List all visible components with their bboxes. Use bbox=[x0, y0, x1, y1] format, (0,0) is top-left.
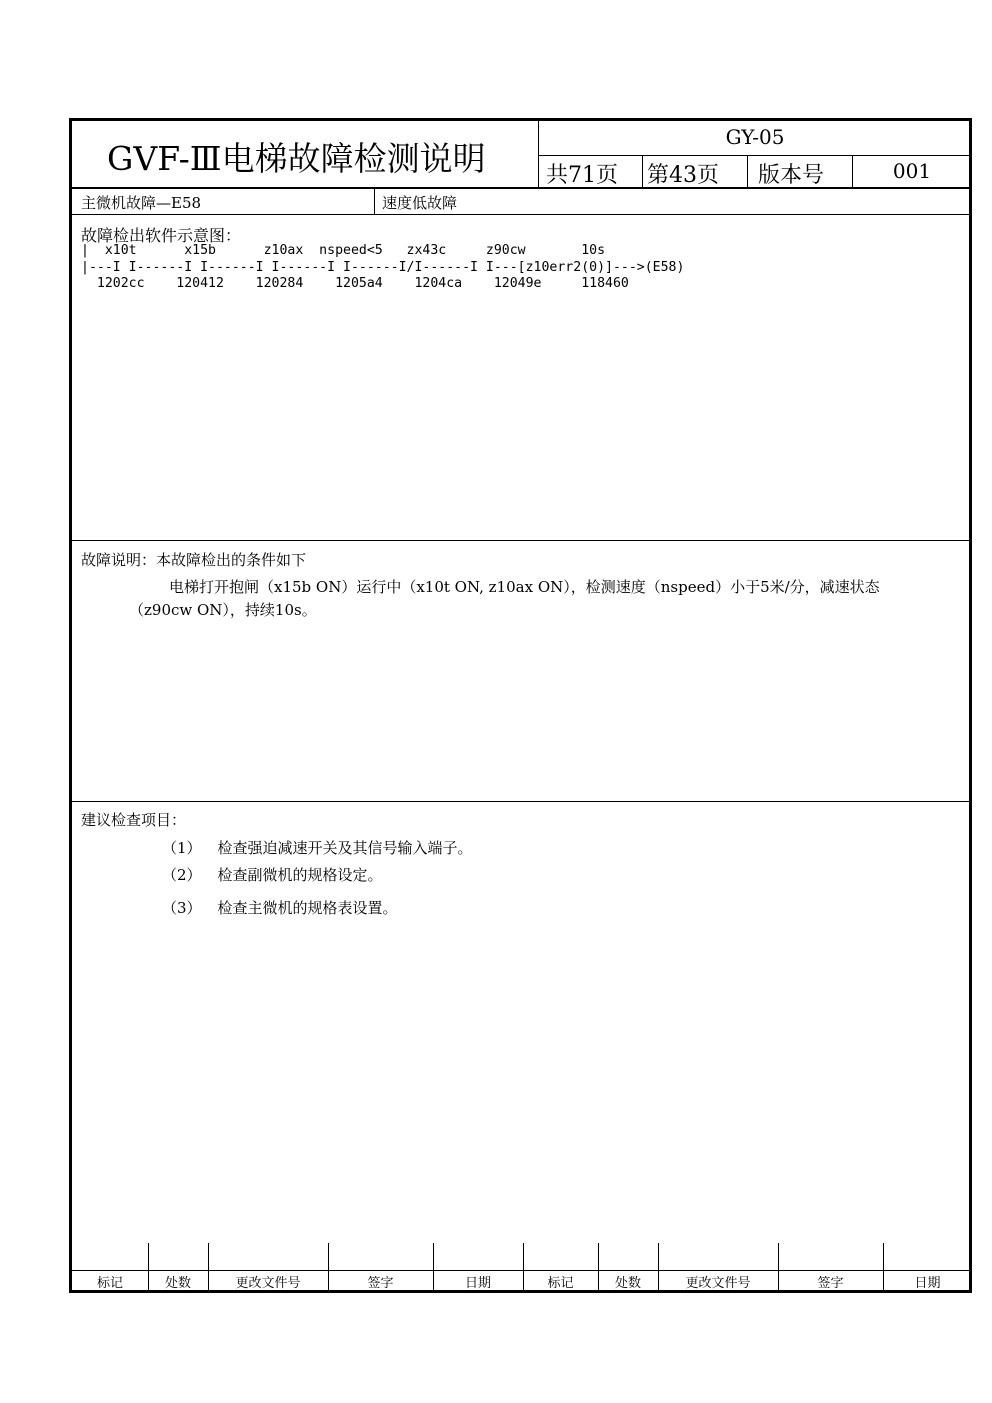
revision-column-label: 签字 bbox=[367, 1276, 394, 1291]
check-item bbox=[162, 897, 398, 920]
fault-row-divider bbox=[374, 188, 375, 215]
checks-heading: 建议检查项目： bbox=[81, 811, 187, 829]
version-label: 版本号 bbox=[758, 163, 825, 188]
diagram-section-bottom bbox=[72, 540, 972, 541]
revision-column-label: 标记 bbox=[96, 1276, 123, 1291]
fault-row-bottom bbox=[72, 214, 972, 215]
revision-column-label: 处数 bbox=[164, 1276, 191, 1291]
document-title: GVF-Ⅲ电梯故障检测说明 bbox=[107, 139, 486, 178]
revision-column-label: 日期 bbox=[914, 1276, 941, 1291]
total-pages: 共71页 bbox=[546, 163, 618, 188]
check-item-number: （1） bbox=[162, 839, 202, 857]
ladder-diagram-line: |---I I------I I------I I------I I------I/I------I I---[z10err2(0)]--->(E58) bbox=[81, 260, 685, 275]
header-bottom-line bbox=[72, 187, 972, 189]
check-item-text: 检查副微机的规格设定。 bbox=[217, 866, 383, 884]
revision-column-label: 处数 bbox=[614, 1276, 641, 1291]
fault-name: 速度低故障 bbox=[382, 194, 458, 212]
description-heading: 故障说明：本故障检出的条件如下 bbox=[81, 551, 307, 569]
description-section-bottom bbox=[72, 801, 972, 802]
check-item bbox=[162, 837, 473, 860]
description-line-1: 电梯打开抱闸（x15b ON）运行中（x10t ON, z10ax ON），检测速度（nspeed）小于5米/分，减速状态 bbox=[169, 578, 880, 596]
check-item-number: （2） bbox=[162, 866, 202, 884]
ladder-address-line: 1202cc 120412 120284 1205a4 1204ca 12049e 118460 bbox=[81, 276, 629, 291]
revision-column-label: 日期 bbox=[464, 1276, 491, 1291]
revision-column-label: 更改文件号 bbox=[685, 1276, 751, 1291]
check-item-text: 检查主微机的规格表设置。 bbox=[217, 899, 398, 917]
check-item bbox=[162, 864, 383, 887]
ladder-labels-line: | x10t x15b z10ax nspeed<5 zx43c z90cw 10s bbox=[81, 243, 606, 258]
description-line-2: （z90cw ON），持续10s。 bbox=[129, 601, 317, 619]
revision-column-label: 更改文件号 bbox=[235, 1276, 301, 1291]
page-number: 第43页 bbox=[647, 163, 719, 188]
doc-code: GY-05 bbox=[725, 125, 785, 149]
header-cell-divider bbox=[642, 155, 643, 189]
header-row-divider bbox=[538, 155, 972, 156]
check-item-number: （3） bbox=[162, 899, 202, 917]
fault-code: 主微机故障—E58 bbox=[81, 194, 202, 212]
revision-column-label: 签字 bbox=[817, 1276, 844, 1291]
footer-label-line bbox=[72, 1270, 972, 1271]
version-value: 001 bbox=[892, 159, 932, 183]
check-item-text: 检查强迫减速开关及其信号输入端子。 bbox=[217, 839, 473, 857]
document-frame bbox=[69, 118, 972, 1293]
diagram-heading: 故障检出软件示意图： bbox=[81, 226, 242, 245]
revision-column-label: 标记 bbox=[547, 1276, 574, 1291]
header-cell-divider bbox=[747, 155, 748, 189]
